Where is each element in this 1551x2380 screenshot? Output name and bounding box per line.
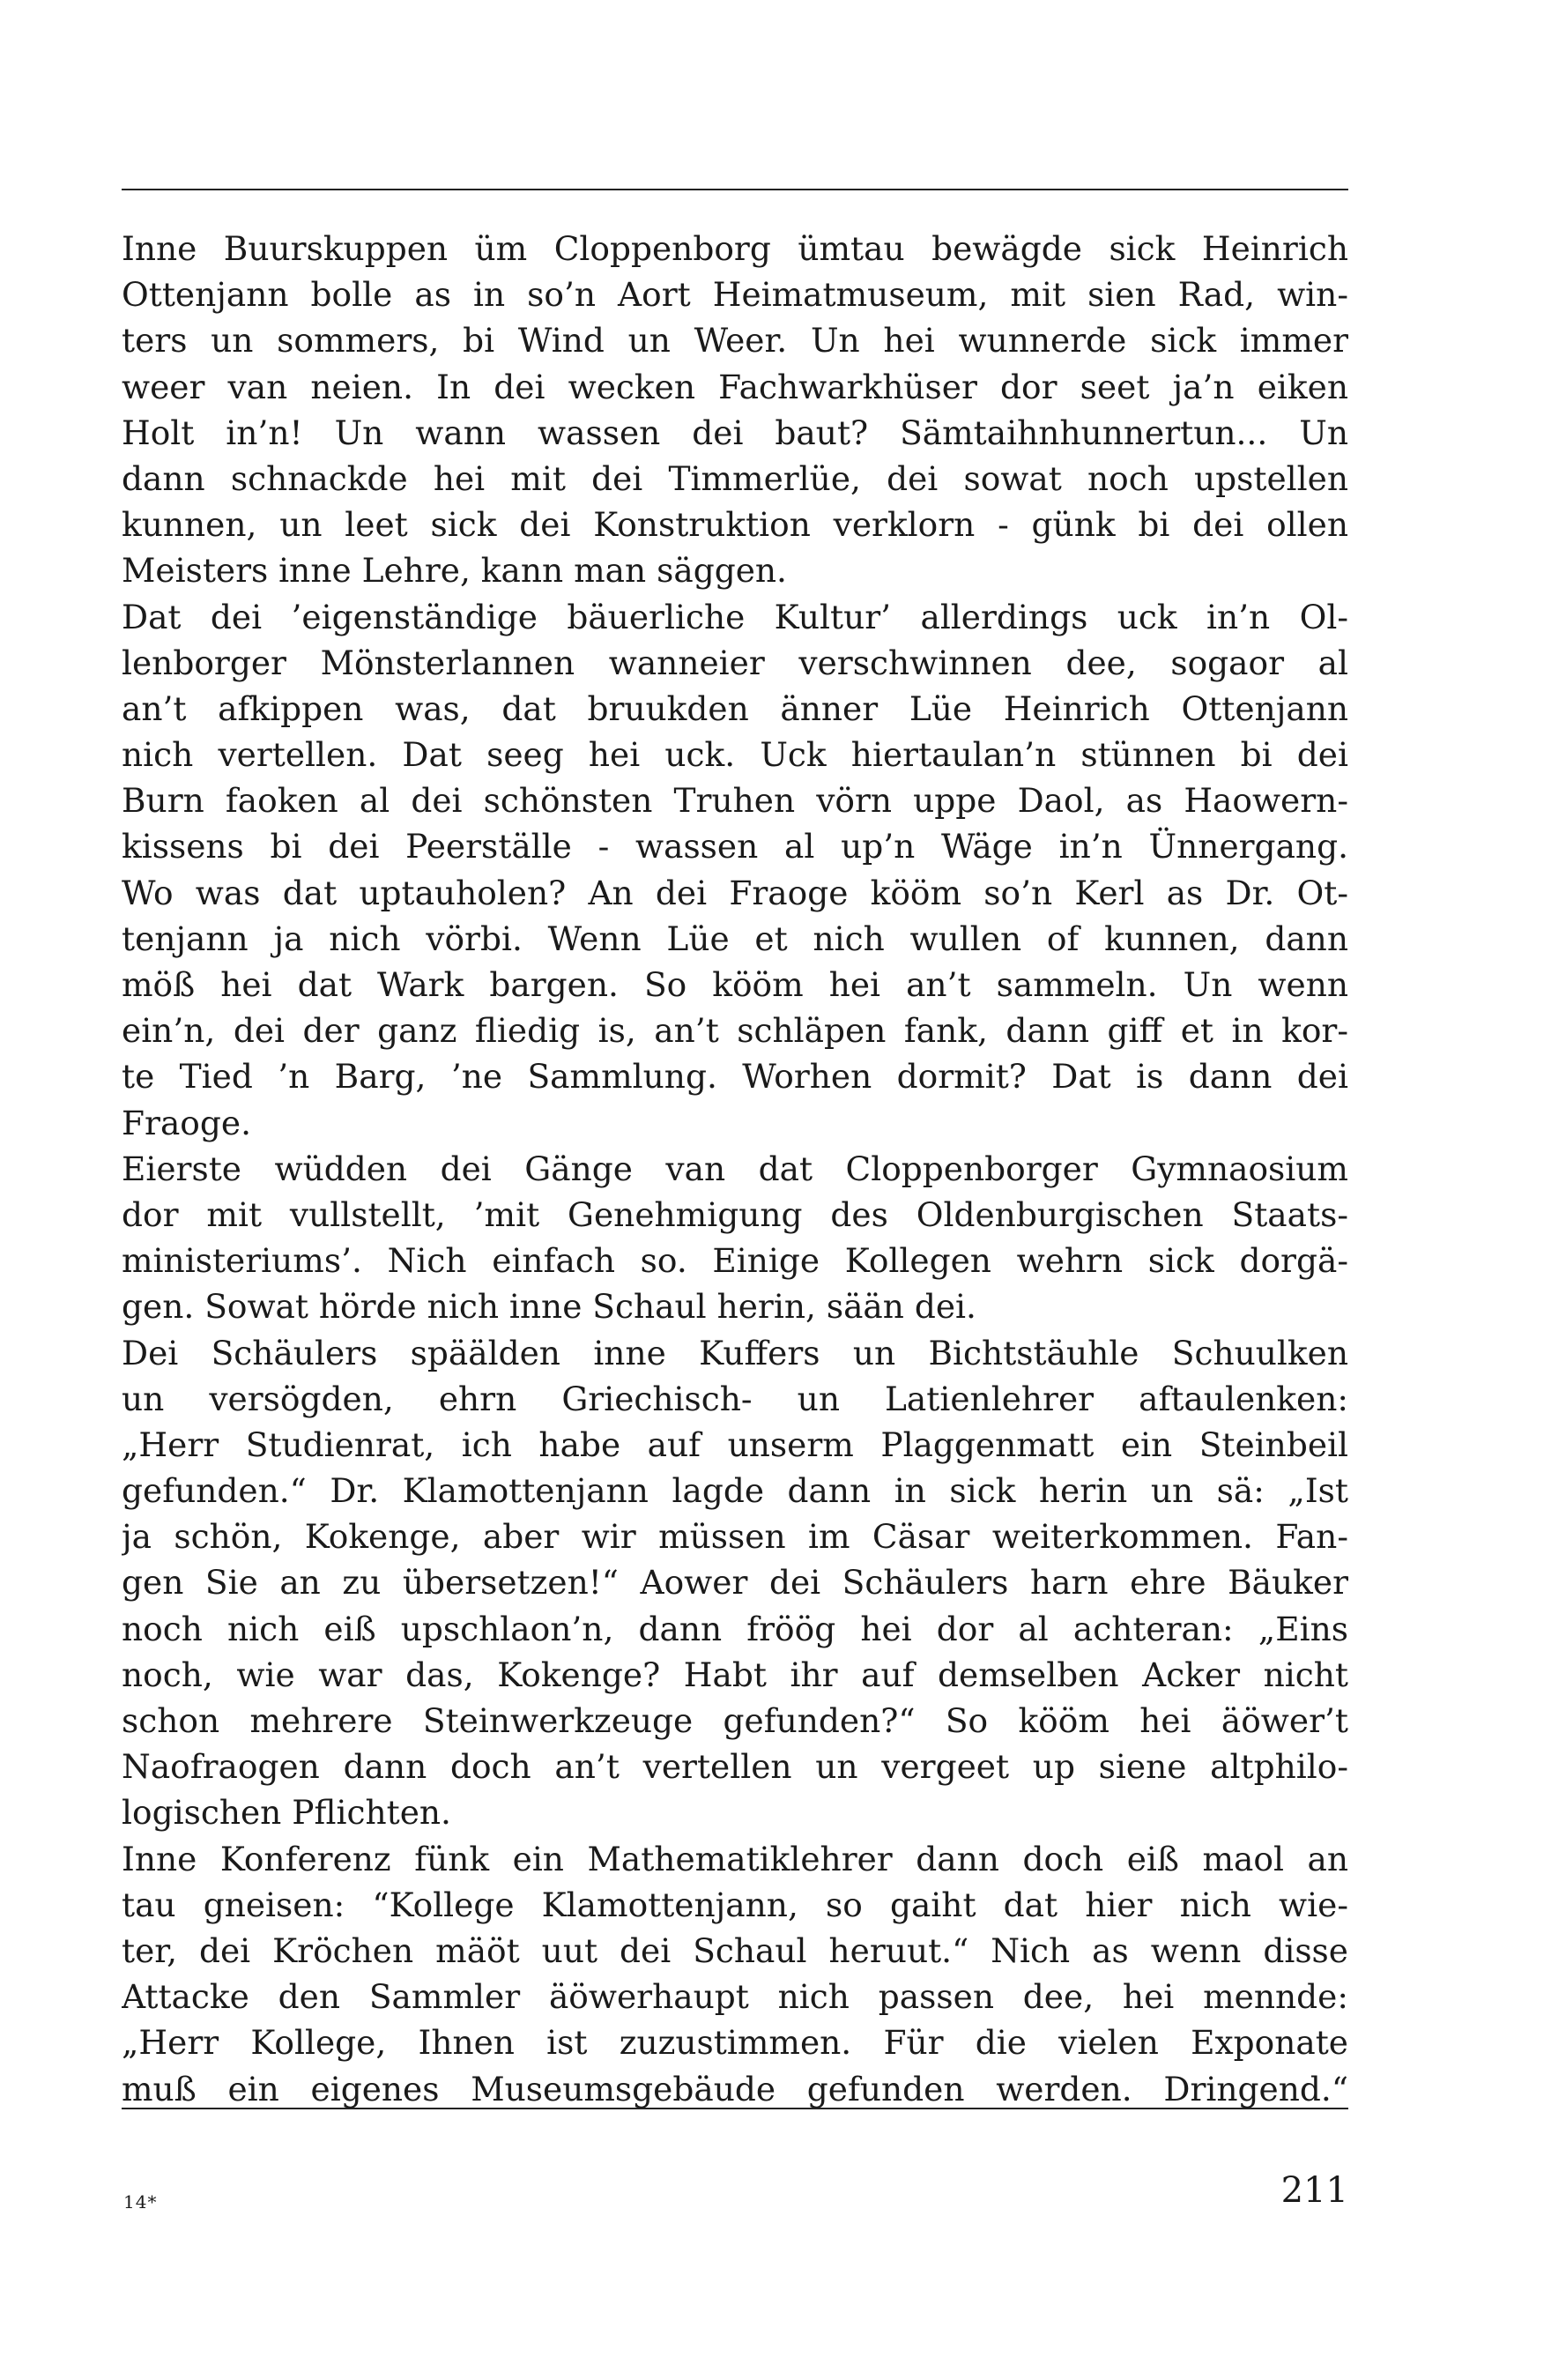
text-line: gefunden.“ Dr. Klamottenjann lagde dann in sick herin un sä: „Ist <box>122 1471 1348 1511</box>
text-line: Inne Buurskuppen üm Cloppenborg ümtau bewägde sick Heinrich <box>122 229 1348 268</box>
text-line: noch nich eiß upschlaon’n, dann fröög hei dor al achteran: „Eins <box>122 1609 1348 1648</box>
text-line: un versögden, ehrn Griechisch- un Latienlehrer aftaulenken: <box>122 1379 1348 1418</box>
text-line: an’t afkippen was, dat bruukden änner Lüe Heinrich Ottenjann <box>122 688 1348 728</box>
text-line: ters un sommers, bi Wind un Weer. Un hei wunnerde sick immer <box>122 321 1348 361</box>
text-line: gen. Sowat hörde nich inne Schaul herin, sään dei. <box>122 1287 976 1327</box>
text-line: Inne Konferenz fünk ein Mathematiklehrer dann doch eiß maol an <box>122 1839 1348 1878</box>
text-line: Meisters inne Lehre, kann man säggen. <box>122 551 787 591</box>
text-line: Eierste wüdden dei Gänge van dat Cloppenborger Gymnaosium <box>122 1149 1348 1188</box>
text-line: ja schön, Kokenge, aber wir müssen im Cäsar weiterkommen. Fan- <box>122 1517 1348 1557</box>
top-rule <box>122 189 1348 190</box>
text-line: Attacke den Sammler äöwerhaupt nich passen dee, hei mennde: <box>122 1977 1348 2017</box>
text-line: dann schnackde hei mit dei Timmerlüe, dei sowat noch upstellen <box>122 458 1348 498</box>
text-line: „Herr Kollege, Ihnen ist zuzustimmen. Für die vielen Exponate <box>122 2023 1348 2063</box>
text-line: weer van neien. In dei wecken Fachwarkhüser dor seet ja’n eiken <box>122 367 1348 406</box>
text-line: tenjann ja nich vörbi. Wenn Lüe et nich wullen of kunnen, dann <box>122 919 1348 958</box>
bottom-rule <box>122 2108 1348 2109</box>
text-line: ter, dei Kröchen mäöt uut dei Schaul heruut.“ Nich as wenn disse <box>122 1930 1348 1970</box>
text-line: kunnen, un leet sick dei Konstruktion verklorn - günk bi dei ollen <box>122 505 1348 545</box>
body-text <box>122 226 1348 2112</box>
text-line: möß hei dat Wark bargen. So kööm hei an’t sammeln. Un wenn <box>122 965 1348 1004</box>
text-line: kissens bi dei Peerställe - wassen al up’n Wäge in’n Ünnergang. <box>122 827 1348 866</box>
text-line: logischen Pflichten. <box>122 1793 451 1833</box>
text-line: lenborger Mönsterlannen wanneier verschwinnen dee, sogaor al <box>122 643 1348 682</box>
text-line: ministeriums’. Nich einfach so. Einige Kollegen wehrn sick dorgä- <box>122 1241 1348 1281</box>
text-line: dor mit vullstellt, ’mit Genehmigung des Oldenburgischen Staats- <box>122 1194 1348 1234</box>
text-line: Naofraogen dann doch an’t vertellen un vergeet up siene altphilo- <box>122 1747 1348 1787</box>
text-line: tau gneisen: “Kollege Klamottenjann, so gaiht dat hier nich wie- <box>122 1885 1348 1924</box>
text-line: Holt in’n! Un wann wassen dei baut? Sämtaihnhunnertun... Un <box>122 413 1348 452</box>
text-line: Burn faoken al dei schönsten Truhen vörn uppe Daol, as Haowern- <box>122 781 1348 821</box>
text-line: te Tied ’n Barg, ’ne Sammlung. Worhen dormit? Dat is dann dei <box>122 1057 1348 1097</box>
text-line: nich vertellen. Dat seeg hei uck. Uck hiertaulan’n stünnen bi dei <box>122 735 1348 775</box>
text-line: „Herr Studienrat, ich habe auf unserm Plaggenmatt ein Steinbeil <box>122 1424 1348 1464</box>
text-line: Ottenjann bolle as in so’n Aort Heimatmuseum, mit sien Rad, win- <box>122 275 1348 315</box>
text-line: noch, wie war das, Kokenge? Habt ihr auf demselben Acker nicht <box>122 1655 1348 1694</box>
text-line: Fraoge. <box>122 1103 251 1142</box>
text-line: schon mehrere Steinwerkzeuge gefunden?“ So kööm hei äöwer’t <box>122 1701 1348 1740</box>
text-line: Dei Schäulers späälden inne Kuffers un Bichtstäuhle Schuulken <box>122 1333 1348 1372</box>
text-line: Dat dei ’eigenständige bäuerliche Kultur’ allerdings uck in’n Ol- <box>122 597 1348 636</box>
printer-signature-mark: 14* <box>123 2191 158 2213</box>
text-line: Wo was dat uptauholen? An dei Fraoge kööm so’n Kerl as Dr. Ot- <box>122 873 1348 912</box>
text-line: muß ein eigenes Museumsgebäude gefunden werden. Dringend.“ <box>122 2069 1348 2109</box>
text-line: ein’n, dei der ganz fliedig is, an’t schläpen fank, dann giff et in kor- <box>122 1011 1348 1051</box>
text-line: gen Sie an zu übersetzen!“ Aower dei Schäulers harn ehre Bäuker <box>122 1563 1348 1603</box>
page-number: 211 <box>1280 2170 1348 2211</box>
